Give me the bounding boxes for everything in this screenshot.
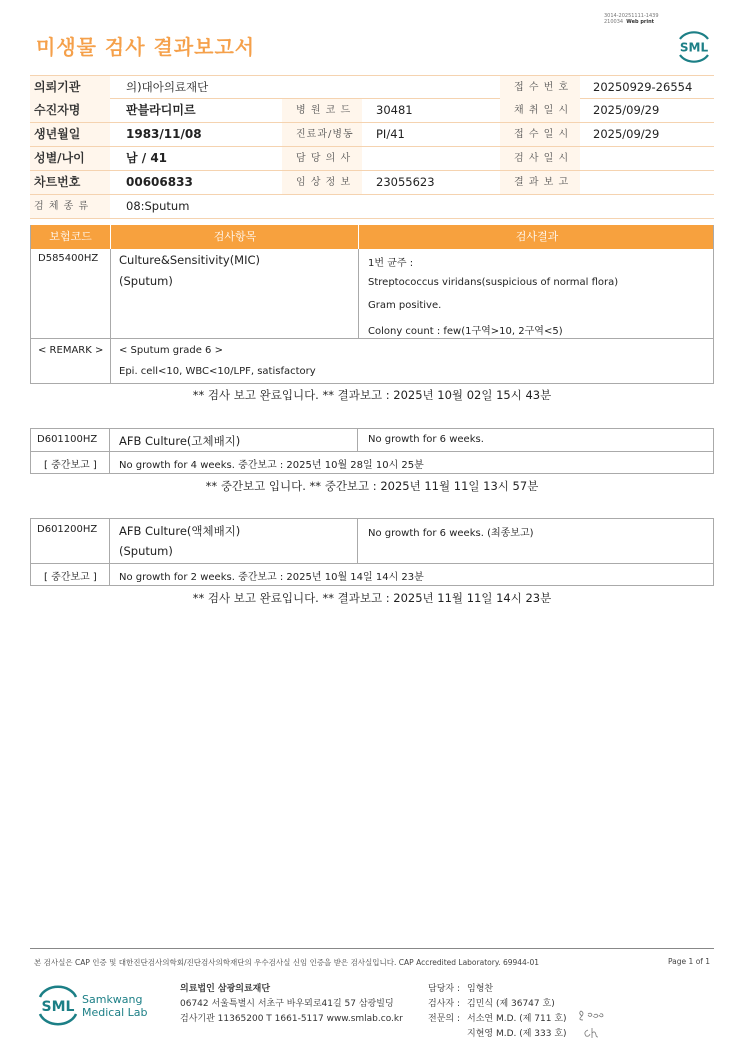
- info-label: 임 상 정 보: [296, 177, 352, 188]
- info-label: 성별/나이: [34, 151, 85, 165]
- patient-info-table: [30, 75, 714, 219]
- remark-row: [31, 339, 713, 383]
- insurance-code: D585400HZ: [38, 253, 99, 264]
- staff-name-manager: 임형찬: [467, 984, 494, 994]
- page-title: 미생물 검사 결과보고서: [36, 35, 256, 59]
- test-result: No growth for 6 weeks. (최종보고): [368, 528, 534, 539]
- info-value: 2025/09/29: [593, 103, 660, 117]
- info-label: 채 취 일 시: [514, 105, 570, 116]
- header-test-result: 검사결과: [515, 230, 559, 243]
- culture-report-status: ** 검사 보고 완료입니다. ** 결과보고 : 2025년 10월 02일 15시 43분: [192, 388, 552, 402]
- info-value: PI/41: [376, 127, 405, 141]
- insurance-code: D601100HZ: [37, 434, 98, 445]
- remark-detail: Epi. cell<10, WBC<10/LPF, satisfactory: [119, 366, 316, 377]
- info-row: [30, 195, 714, 219]
- info-label: 수진자명: [34, 103, 81, 117]
- insurance-code: D601200HZ: [37, 524, 98, 535]
- table-row: [31, 519, 713, 564]
- info-label: 결 과 보 고: [514, 177, 570, 188]
- org-address: 06742 서울특별시 서초구 바우뫼로41길 57 삼광빌딩: [180, 999, 394, 1009]
- brand-name-line2: Medical Lab: [82, 1006, 148, 1019]
- afb-liquid-report-status: ** 검사 보고 완료입니다. ** 결과보고 : 2025년 11월 11일 14시 23분: [192, 591, 552, 605]
- culture-result-table: [30, 225, 714, 384]
- info-row: [30, 171, 714, 195]
- info-value: 판블라디미르: [126, 103, 196, 117]
- staff-role-manager: 담당자 :: [428, 984, 460, 994]
- info-row: [30, 99, 714, 123]
- samkwang-logo-icon: [38, 982, 158, 1026]
- info-value: 2025/09/29: [593, 127, 660, 141]
- interim-text: No growth for 2 weeks. 중간보고 : 2025년 10월 14일 14시 23분: [119, 572, 424, 583]
- sml-logo-text: SML: [41, 999, 75, 1015]
- test-item-name: Culture&Sensitivity(MIC): [119, 253, 261, 267]
- info-label: 담 당 의 사: [296, 153, 352, 164]
- staff-name-tester: 김민식 (제 36747 호): [467, 999, 555, 1009]
- afb-solid-report-status: ** 중간보고 입니다. ** 중간보고 : 2025년 11월 11일 13시 57분: [205, 479, 539, 493]
- brand-name-line1: Samkwang: [82, 993, 143, 1006]
- test-item-specimen: (Sputum): [119, 544, 173, 558]
- document-id-line2: 210034: [604, 19, 624, 25]
- staff-name-specialist1: 서소연 M.D. (제 711 호): [467, 1014, 567, 1024]
- org-name: 의료법인 삼광의료재단: [180, 984, 271, 994]
- info-label: 차트번호: [34, 175, 81, 189]
- interim-label: [ 중간보고 ]: [44, 460, 97, 471]
- footer-divider: [30, 948, 714, 949]
- info-label: 진료과/병동: [296, 129, 354, 140]
- staff-role-specialist: 전문의 :: [428, 1014, 460, 1024]
- info-label: 생년월일: [34, 127, 81, 141]
- info-value: 의)대아의료재단: [126, 80, 209, 94]
- result-colony-count: Colony count : few(1구역>10, 2구역<5): [368, 326, 563, 337]
- header-insurance-code: 보험코드: [49, 230, 92, 243]
- test-item-specimen: (Sputum): [119, 274, 173, 288]
- info-row: [30, 75, 714, 99]
- info-row: [30, 147, 714, 171]
- sml-logo-text: SML: [679, 40, 709, 55]
- afb-liquid-table: [30, 518, 714, 586]
- info-label: 검 사 일 시: [514, 153, 570, 164]
- info-label: 의뢰기관: [34, 80, 81, 94]
- remark-label: < REMARK >: [38, 345, 104, 356]
- remark-grade: < Sputum grade 6 >: [119, 345, 223, 356]
- test-item-name: AFB Culture(액체배지): [119, 524, 241, 538]
- doctor-signatures: [576, 1008, 616, 1042]
- interim-report-row: [31, 564, 713, 585]
- document-id-line1: 3014-20251111-1439: [604, 13, 659, 19]
- certification-text: 본 검사실은 CAP 인증 및 대한진단검사의학회/진단검사의학재단의 우수검사실 신임 인증을 받은 검사실입니다. CAP Accredited Laboratory. 69944-01: [34, 958, 540, 967]
- table-row: [31, 429, 713, 452]
- table-header: [31, 225, 713, 249]
- info-value: 08:Sputum: [126, 199, 190, 213]
- result-gram: Gram positive.: [368, 300, 442, 311]
- staff-role-tester: 검사자 :: [428, 999, 460, 1009]
- document-id: [604, 13, 659, 25]
- info-value: 남 / 41: [126, 151, 168, 165]
- test-result: No growth for 6 weeks.: [368, 434, 484, 445]
- interim-text: No growth for 4 weeks. 중간보고 : 2025년 10월 28일 10시 25분: [119, 460, 424, 471]
- interim-label: [ 중간보고 ]: [44, 572, 97, 583]
- table-row: [31, 249, 713, 339]
- org-contact: 검사기관 11365200 T 1661-5117 www.smlab.co.kr: [180, 1014, 403, 1024]
- page-number: Page 1 of 1: [668, 957, 711, 966]
- header-test-item: 검사항목: [213, 230, 257, 243]
- info-label: 접 수 일 시: [514, 129, 570, 140]
- info-value: 00606833: [126, 175, 193, 189]
- info-label: 접 수 번 호: [514, 82, 570, 93]
- info-value: 23055623: [376, 175, 435, 189]
- info-label: 병 원 코 드: [296, 105, 352, 116]
- info-value: 20250929-26554: [593, 80, 693, 94]
- result-strain: 1번 균주 :: [368, 258, 414, 269]
- info-value: 1983/11/08: [126, 127, 202, 141]
- info-value: 30481: [376, 103, 413, 117]
- interim-report-row: [31, 452, 713, 473]
- web-print-label: Web print: [626, 19, 655, 25]
- afb-solid-table: [30, 428, 714, 474]
- sml-logo-icon: [674, 25, 714, 65]
- info-label: 검 체 종 류: [34, 201, 90, 212]
- info-row: [30, 123, 714, 147]
- result-organism: Streptococcus viridans(suspicious of normal flora): [368, 277, 619, 288]
- staff-name-specialist2: 지현영 M.D. (제 333 호): [467, 1029, 567, 1039]
- test-item-name: AFB Culture(고체배지): [119, 434, 241, 448]
